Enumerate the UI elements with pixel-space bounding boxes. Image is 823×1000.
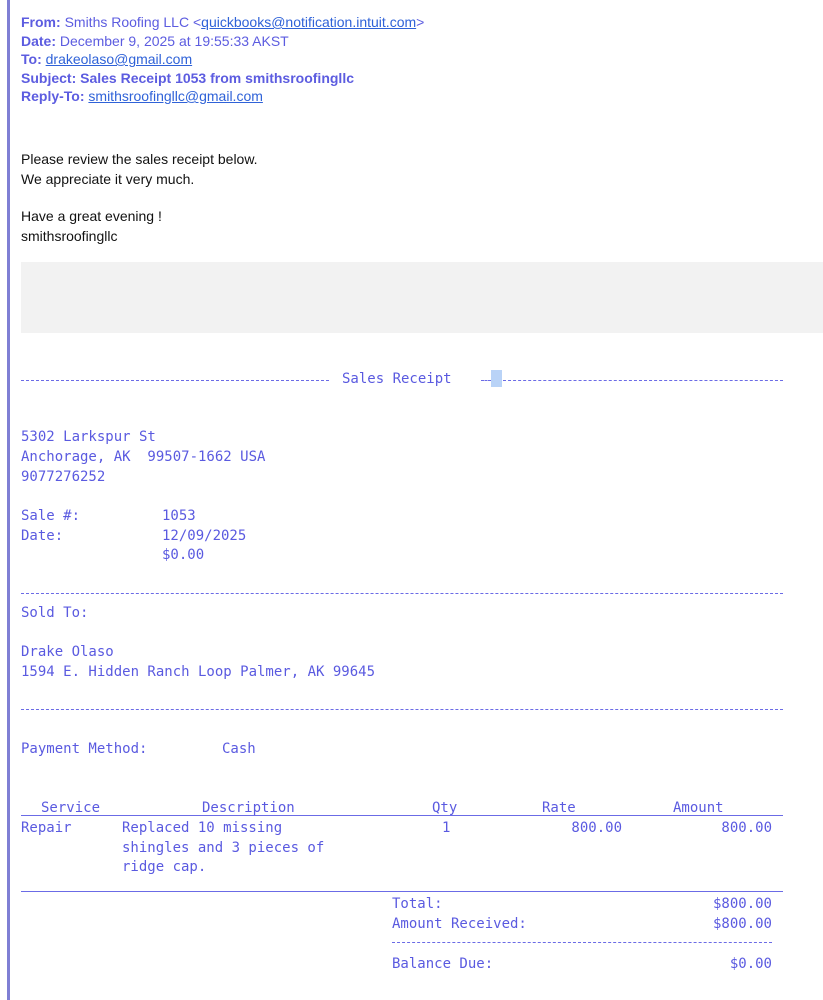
quote-bar: [7, 0, 10, 1000]
col-header-rate: Rate: [542, 800, 576, 816]
payment-method-value: Cash: [222, 741, 256, 757]
header-underline: [21, 815, 783, 816]
text-cursor: [491, 370, 502, 389]
replyto-label: Reply-To:: [21, 88, 85, 104]
customer-name: Drake Olaso: [21, 644, 114, 660]
divider-1: [21, 593, 783, 594]
signature: smithsroofingllc: [21, 228, 118, 244]
title-rule-left: [21, 380, 329, 381]
total-value: $800.00: [712, 896, 772, 912]
customer-address: 1594 E. Hidden Ranch Loop Palmer, AK 99645: [21, 664, 376, 680]
col-header-amount: Amount: [673, 800, 724, 816]
sale-number-label: Sale #:: [21, 508, 81, 524]
to-row: [21, 50, 424, 69]
from-label: From:: [21, 14, 61, 30]
receipt-title: [342, 369, 452, 389]
totals-rule: [21, 891, 783, 892]
company-address-line-1: 5302 Larkspur St: [21, 429, 156, 445]
item-description-line-2: shingles and 3 pieces of: [122, 840, 325, 856]
balance-rule: [392, 942, 772, 943]
subject-row: [21, 69, 424, 88]
from-name: Smiths Roofing LLC: [64, 14, 190, 30]
amount-received-value: $800.00: [712, 916, 772, 932]
from-gt: >: [416, 14, 425, 30]
date-value: December 9, 2025 at 19:55:33 AKST: [59, 32, 289, 49]
sale-date: 12/09/2025: [162, 528, 247, 544]
balance-due-label: Balance Due:: [392, 956, 494, 972]
amount-received-label: Amount Received:: [392, 916, 527, 932]
replyto-row: [21, 87, 424, 106]
date-label: Date:: [21, 32, 57, 49]
col-header-description: Description: [202, 800, 295, 816]
receipt-title-text: Sales Receipt: [342, 371, 452, 387]
message-line-2: We appreciate it very much.: [21, 171, 195, 187]
item-amount: 800.00: [721, 820, 772, 836]
total-label: Total:: [392, 896, 443, 912]
divider-2: [21, 709, 783, 710]
subject-value: Sales Receipt 1053 from smithsroofingllc: [80, 69, 354, 86]
email-header: [21, 13, 424, 106]
item-rate: 800.00: [571, 820, 622, 836]
from-email-link[interactable]: quickbooks@notification.intuit.com: [201, 14, 417, 30]
to-email-link[interactable]: drakeolaso@gmail.com: [45, 51, 193, 67]
col-header-qty: Qty: [432, 800, 458, 816]
subject-label: Subject:: [21, 69, 77, 86]
message-line-3: Have a great evening !: [21, 208, 162, 224]
payment-method-label: Payment Method:: [21, 741, 148, 757]
company-address-line-2: Anchorage, AK 99507-1662 USA: [21, 449, 266, 465]
from-row: [21, 13, 424, 32]
image-placeholder: [21, 262, 823, 333]
title-rule-right: [503, 380, 783, 381]
item-description-line-1: Replaced 10 missing: [122, 820, 283, 836]
title-rule-mid: [481, 380, 491, 381]
date-row: [21, 32, 424, 51]
company-phone: 9077276252: [21, 469, 106, 485]
item-service: Repair: [21, 820, 72, 836]
balance-due-value: $0.00: [729, 956, 772, 972]
item-description-line-3: ridge cap.: [122, 859, 207, 875]
sale-amount: $0.00: [162, 547, 205, 563]
item-qty: 1: [442, 820, 451, 836]
sale-date-label: Date:: [21, 528, 64, 544]
from-lt: <: [192, 14, 202, 30]
sale-number: 1053: [162, 508, 196, 524]
sold-to-label: Sold To:: [21, 605, 89, 621]
message-line-1: Please review the sales receipt below.: [21, 151, 258, 167]
col-header-service: Service: [41, 800, 101, 816]
replyto-email-link[interactable]: smithsroofingllc@gmail.com: [88, 88, 263, 104]
to-label: To:: [21, 51, 42, 67]
